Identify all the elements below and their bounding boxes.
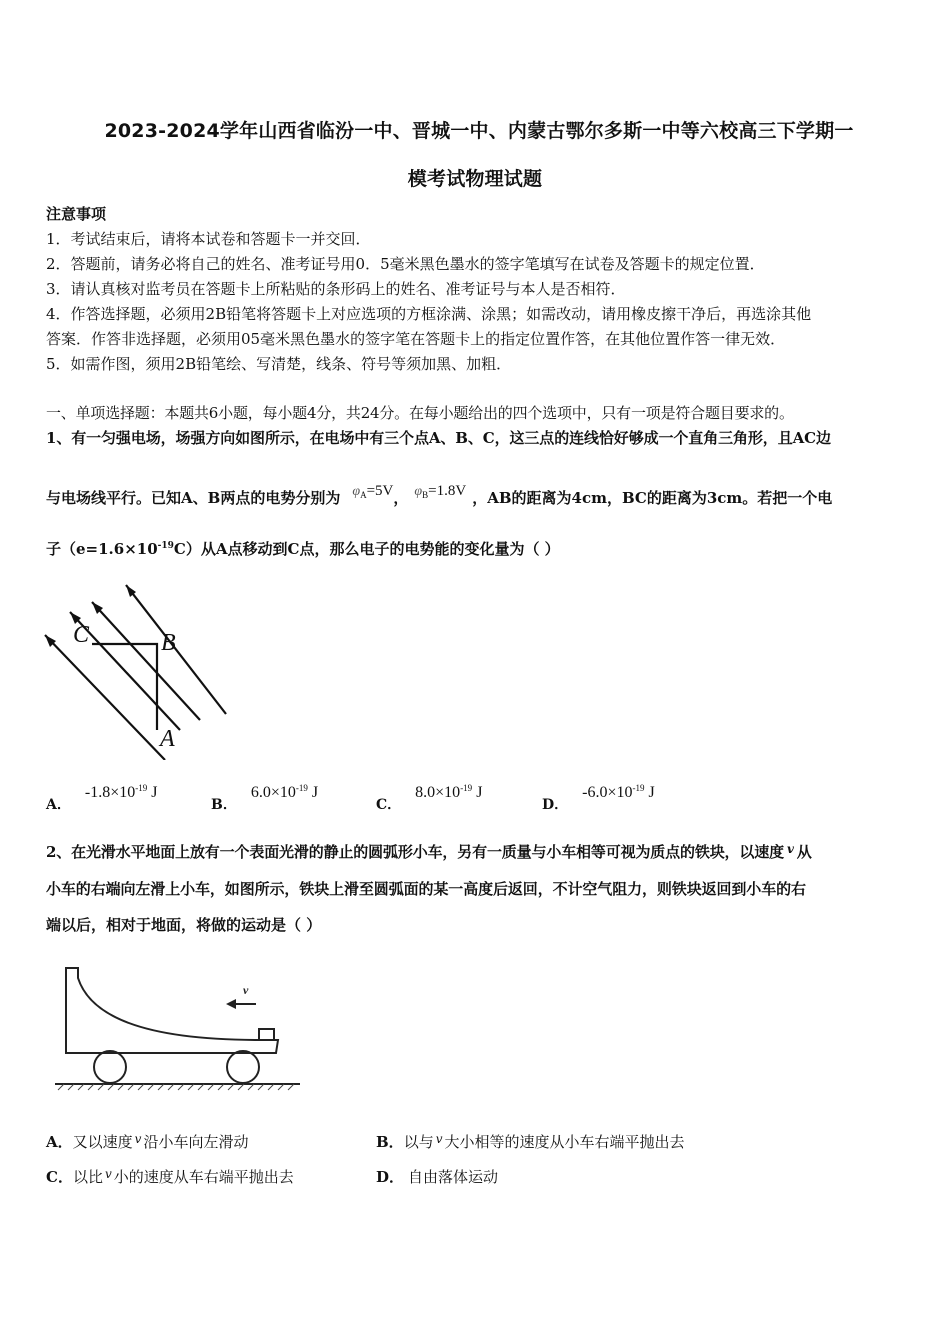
q2-line-1-post: 从: [796, 843, 812, 861]
notice-item-3: 3．请认真核对监考员在答题卡上所粘贴的条形码上的姓名、准考证号与本人是否相符．: [46, 280, 626, 298]
q2-option-a[interactable]: [46, 1131, 248, 1152]
point-b-label: B: [161, 630, 176, 656]
q1-line-3-pre: 子（e=1.6×10: [46, 540, 158, 558]
field-arrowheads: [45, 585, 136, 647]
cart-body: [66, 968, 278, 1053]
q2-line-1: [46, 841, 812, 862]
q2-option-b-pre: 以与: [403, 1133, 434, 1151]
q2-option-a-label: A．: [46, 1133, 73, 1151]
phi-b-symbol: φ: [414, 484, 423, 499]
q1-option-b[interactable]: [211, 782, 319, 813]
q1-separator: ，: [393, 489, 409, 507]
q1-line-2-post: ，AB的距离为4cm，BC的距离为3cm。若把一个电: [472, 489, 833, 507]
velocity-label: v: [243, 983, 249, 997]
point-a-label: A: [160, 726, 175, 752]
section-heading: 一、单项选择题：本题共6小题，每小题4分，共24分。在每小题给出的四个选项中，只有一项是符合题目要求的。: [46, 404, 794, 422]
phi-a-value: =5V: [366, 483, 394, 499]
q2-option-d[interactable]: [376, 1166, 498, 1187]
phi-a-symbol: φ: [352, 484, 361, 499]
page-title-line-1: 2023-2024学年山西省临汾一中、晋城一中、内蒙古鄂尔多斯一中等六校高三下学期一: [104, 120, 854, 142]
phi-b-subscript: B: [422, 490, 429, 500]
q1-option-a-label: A．: [46, 797, 71, 813]
q1-option-a[interactable]: [46, 782, 158, 813]
q1-line-3-post: C）从A点移动到C点，那么电子的电势能的变化量为（ ）: [173, 540, 560, 558]
q2-option-c-label: C．: [46, 1168, 73, 1186]
notice-item-1: 1．考试结束后，请将本试卷和答题卡一并交回．: [46, 230, 371, 248]
q2-option-a-pre: 又以速度: [72, 1133, 133, 1151]
point-c-label: C: [73, 622, 90, 648]
q1-line-3: [46, 538, 560, 559]
phi-a-subscript: A: [360, 490, 367, 500]
q1-option-c-label: C．: [376, 797, 402, 813]
q1-option-b-value: $6.0\times 10^{-19}$ J: [250, 783, 319, 801]
notice-item-4-cont: 答案．作答非选择题，必须用05毫米黑色墨水的签字笔在答题卡上的指定位置作答，在其他位置作答一律无效．: [46, 330, 786, 348]
phi-a-expression: [352, 483, 393, 499]
field-line-1: [45, 635, 165, 760]
q2-line-2: 小车的右端向左滑上小车，如图所示，铁块上滑至圆弧面的某一高度后返回，不计空气阻力，则铁块返回到小车的右: [46, 880, 806, 898]
q2-line-1-pre: 2、在光滑水平地面上放有一个表面光滑的静止的圆弧形小车，另有一质量与小车相等可视为质点的铁块，以速度: [46, 843, 784, 861]
q1-option-c[interactable]: [376, 782, 483, 813]
phi-b-value: =1.8V: [428, 483, 467, 499]
notice-heading: 注意事项: [46, 205, 107, 223]
q1-line-2-pre: 与电场线平行。已知A、B两点的电势分别为: [46, 489, 341, 507]
q2-line-3: 端以后，相对于地面，将做的运动是（ ）: [46, 916, 322, 934]
q2-option-d-label: D．: [376, 1168, 405, 1186]
q2-option-b-v: v: [435, 1132, 443, 1146]
q2-option-d-text: 自由落体运动: [408, 1168, 499, 1186]
phi-b-expression: [414, 483, 466, 499]
q2-option-c-pre: 以比: [72, 1168, 103, 1186]
q2-option-b-post: 大小相等的速度从小车右端平抛出去: [444, 1133, 685, 1151]
q1-line-3-exponent: -19: [157, 541, 174, 551]
q2-option-b[interactable]: [376, 1131, 685, 1152]
q1-option-b-label: B．: [211, 797, 237, 813]
notice-item-4: 4．作答选择题，必须用2B铅笔将答题卡上对应选项的方框涂满、涂黑；如需改动，请用橡皮擦干净后，再选涂其他: [46, 305, 812, 323]
q1-option-d-value: $-6.0\times 10^{-19}$ J: [582, 783, 655, 801]
q1-option-a-value: $-1.8\times 10^{-19}$ J: [84, 783, 158, 801]
page-title-line-2: 模考试物理试题: [407, 168, 543, 190]
notice-item-5: 5．如需作图，须用2B铅笔绘、写清楚，线条、符号等须加黑、加粗．: [46, 355, 512, 373]
q1-option-d[interactable]: [542, 782, 655, 813]
cart-wheel-left: [94, 1051, 126, 1083]
cart-wheel-right: [227, 1051, 259, 1083]
q2-v-symbol: v: [786, 842, 794, 856]
iron-block: [259, 1029, 274, 1040]
q2-option-c[interactable]: [46, 1166, 294, 1187]
q1-line-1: 1、有一匀强电场，场强方向如图所示，在电场中有三个点A、B、C，这三点的连线恰好够成一个直角三角形，且AC边: [46, 429, 831, 447]
q1-field-figure: [40, 580, 240, 760]
q2-option-c-post: 小的速度从车右端平抛出去: [113, 1168, 294, 1186]
q2-option-a-post: 沿小车向左滑动: [143, 1133, 249, 1151]
notice-item-2: 2．答题前，请务必将自己的姓名、准考证号用0．5毫米黑色墨水的签字笔填写在试卷及答题卡的规定位置．: [46, 255, 765, 273]
q2-option-b-label: B．: [376, 1133, 404, 1151]
q1-option-d-label: D．: [542, 797, 569, 813]
q2-cart-figure: [50, 960, 310, 1095]
q1-line-2: [46, 483, 833, 508]
velocity-arrowhead: [226, 999, 236, 1009]
q2-option-a-v: v: [134, 1132, 142, 1146]
q1-option-c-value: $8.0\times 10^{-19}$ J: [415, 783, 483, 801]
q2-option-c-v: v: [104, 1167, 112, 1181]
